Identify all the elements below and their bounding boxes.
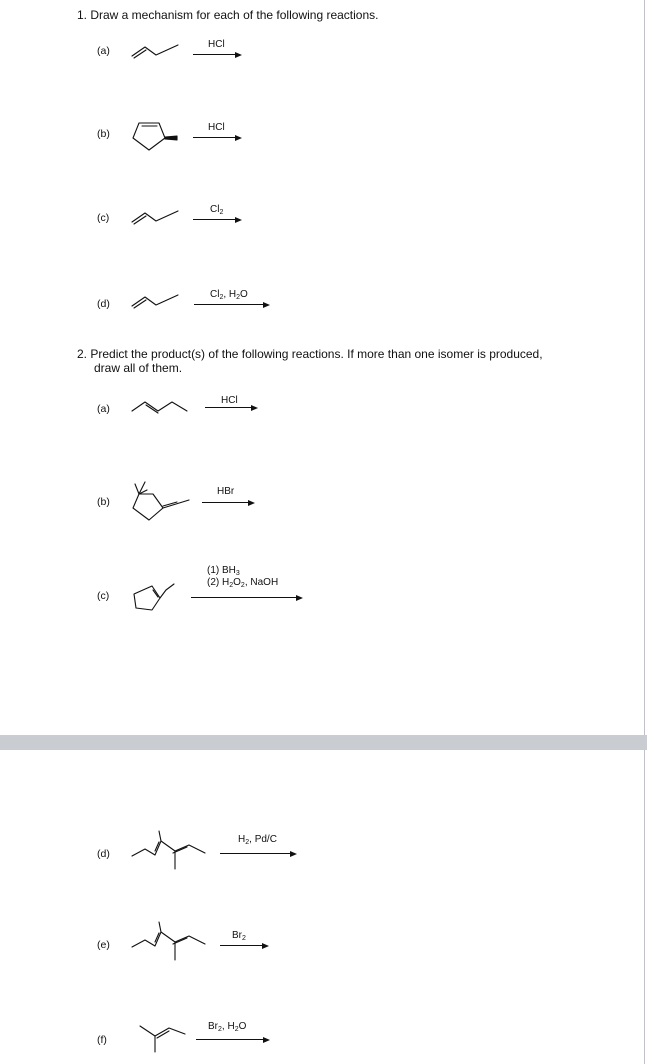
- q1d-reaction-arrow: [194, 304, 267, 305]
- q1c-alkene-structure: [131, 208, 181, 226]
- document-page-2: [0, 750, 645, 1064]
- q1b-methylcyclopentene-structure: [129, 118, 179, 154]
- q2e-reaction-arrow: [220, 945, 266, 946]
- q1c-label: (c): [97, 212, 110, 224]
- q2e-label: (e): [97, 939, 110, 951]
- question-2-title: 2. Predict the product(s) of the following reactions. If more than one isomer is produced,: [77, 347, 543, 361]
- q2c-reaction-arrow: [191, 597, 300, 598]
- q2c-reagent-line2: (2) $H_2O_2$, NaOH: [207, 577, 279, 589]
- q1c-reaction-arrow: [193, 219, 239, 220]
- q1d-label: (d): [97, 298, 110, 310]
- q2d-alkene-structure: [131, 829, 207, 875]
- q1c-reagent: $Cl_2$: [210, 204, 224, 216]
- page-gap: [0, 735, 647, 750]
- q2b-cyclopentene-structure: [129, 480, 191, 526]
- q2f-alkene-structure: [139, 1014, 189, 1056]
- q2d-reagent: $H_2$, Pd/C: [238, 834, 277, 846]
- q2f-label: (f): [97, 1034, 107, 1046]
- q1d-alkene-structure: [131, 292, 181, 310]
- q2c-methylcyclopentene-structure: [130, 580, 176, 614]
- q1b-label: (b): [97, 128, 110, 140]
- q2c-label: (c): [97, 590, 110, 602]
- q2e-reagent: $Br_2$: [232, 930, 246, 942]
- q2b-reaction-arrow: [202, 502, 252, 503]
- q2a-label: (a): [97, 403, 110, 415]
- q2d-reaction-arrow: [220, 853, 294, 854]
- q2e-alkene-structure: [131, 920, 207, 966]
- q1a-alkene-structure: [131, 42, 181, 60]
- q2a-reagent: HCl: [221, 395, 238, 406]
- q1b-reagent: HCl: [208, 122, 225, 133]
- q1d-reagent: $Cl_2$, $H_2O$: [210, 289, 248, 301]
- q1b-reaction-arrow: [193, 137, 239, 138]
- q2c-reagent-line1: (1) $BH_3$: [207, 565, 240, 577]
- q1a-reagent: HCl: [208, 39, 225, 50]
- question-1-title: 1. Draw a mechanism for each of the following reactions.: [77, 8, 379, 22]
- q1a-reaction-arrow: [193, 54, 239, 55]
- q1a-label: (a): [97, 45, 110, 57]
- q2b-reagent: HBr: [217, 486, 235, 497]
- q2f-reaction-arrow: [196, 1039, 267, 1040]
- q2a-reaction-arrow: [205, 407, 255, 408]
- question-2-title-line2: draw all of them.: [94, 361, 183, 375]
- q2f-reagent: $Br_2$, $H_2O$: [208, 1021, 247, 1033]
- q2a-alkene-structure: [131, 398, 189, 416]
- q2d-label: (d): [97, 848, 110, 860]
- q2b-label: (b): [97, 496, 110, 508]
